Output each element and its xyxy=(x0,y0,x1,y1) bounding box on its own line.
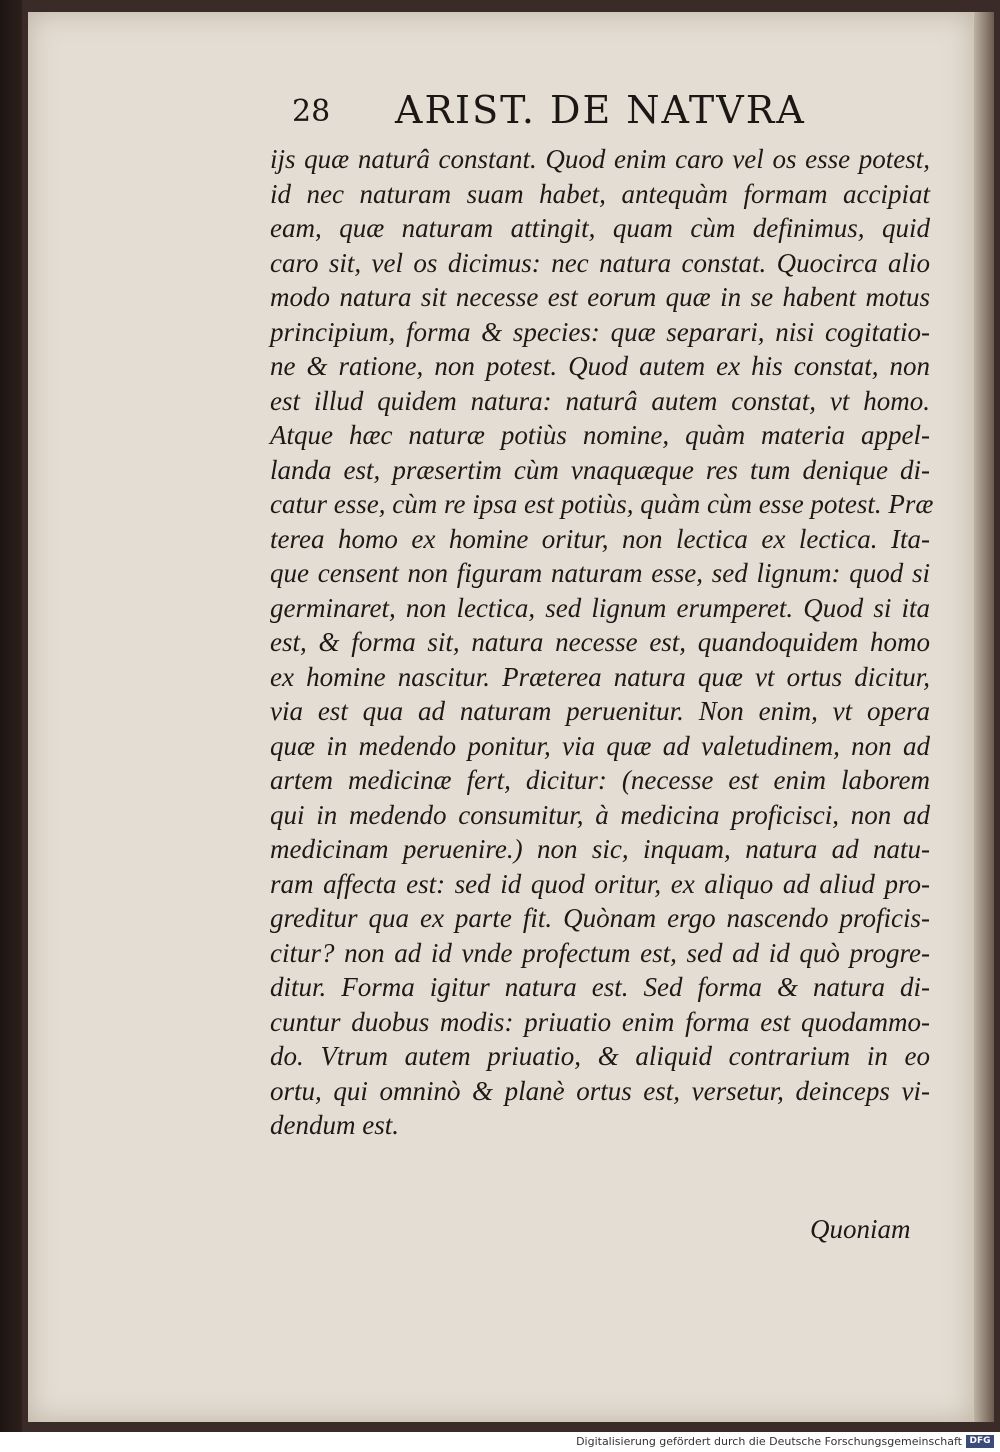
text-line: artem medicinæ fert, dicitur: (necesse est enim laborem xyxy=(270,765,930,795)
text-line: est, & forma sit, natura necesse est, quandoquidem homo xyxy=(270,627,930,657)
text-line: medicinam peruenire.) non sic, inquam, natura ad natu- xyxy=(270,834,930,864)
text-line: do. Vtrum autem priuatio, & aliquid contrarium in eo xyxy=(270,1041,930,1071)
text-line: eam, quæ naturam attingit, quam cùm definimus, quid xyxy=(270,213,930,243)
text-line: que censent non figuram naturam esse, sed lignum: quod si xyxy=(270,558,930,588)
text-line: caro sit, vel os dicimus: nec natura constat. Quocirca alio xyxy=(270,247,930,278)
running-head: ARIST. DE NATVRA xyxy=(395,88,806,132)
text-line: catur esse, cùm re ipsa est potiùs, quàm cùm esse potest. Præ xyxy=(270,489,934,519)
book-binding-edge xyxy=(0,0,22,1432)
text-line: modo natura sit necesse est eorum quæ in se habent motus xyxy=(270,282,930,312)
text-line: terea homo ex homine oritur, non lectica ex lectica. Ita- xyxy=(270,523,930,554)
text-line: ne & ratione, non potest. Quod autem ex his constat, non xyxy=(270,351,930,381)
text-line: principium, forma & species: quæ separari, nisi cogitatio- xyxy=(270,316,930,347)
text-line: ortu, qui omninò & planè ortus est, versetur, deinceps vi- xyxy=(270,1075,930,1106)
text-line: id nec naturam suam habet, antequàm formam accipiat xyxy=(270,178,930,209)
text-line: citur? non ad id vnde profectum est, sed ad id quò progre- xyxy=(270,937,930,968)
text-line: germinaret, non lectica, sed lignum erumperet. Quod si ita xyxy=(270,592,930,623)
text-line: landa est, præsertim cùm vnaquæque res tum denique di- xyxy=(270,454,930,485)
text-line: via est qua ad naturam peruenitur. Non enim, vt opera xyxy=(270,696,930,726)
text-line: ex homine nascitur. Præterea natura quæ vt ortus dicitur, xyxy=(270,661,930,692)
text-line: ram affecta est: sed id quod oritur, ex aliquo ad aliud pro- xyxy=(270,868,930,899)
page-header xyxy=(262,88,902,148)
text-line: est illud quidem natura: naturâ autem constat, vt homo. xyxy=(270,385,930,416)
page-number: 28 xyxy=(292,94,331,129)
footer-bar xyxy=(0,1432,1000,1452)
text-line: Atque hæc naturæ potiùs nomine, quàm materia appel- xyxy=(270,420,930,450)
text-line: quæ in medendo ponitur, via quæ ad valetudinem, non ad xyxy=(270,730,930,761)
text-line: qui in medendo consumitur, à medicina proficisci, non ad xyxy=(270,799,930,830)
funding-credit: Digitalisierung gefördert durch die Deutsche Forschungsgemeinschaft xyxy=(576,1435,962,1448)
body-text xyxy=(270,142,934,1143)
text-line: cuntur duobus modis: priuatio enim forma est quodammo- xyxy=(270,1006,930,1037)
text-line: ijs quæ naturâ constant. Quod enim caro vel os esse potest, xyxy=(270,144,930,174)
page-fore-edge xyxy=(974,12,994,1422)
dfg-logo: DFG xyxy=(966,1435,994,1448)
text-line: dendum est. xyxy=(270,1110,399,1140)
text-line: ditur. Forma igitur natura est. Sed forma & natura di- xyxy=(270,972,930,1002)
catchword: Quoniam xyxy=(810,1214,911,1244)
text-line: greditur qua ex parte fit. Quònam ergo nascendo proficis- xyxy=(270,903,930,933)
